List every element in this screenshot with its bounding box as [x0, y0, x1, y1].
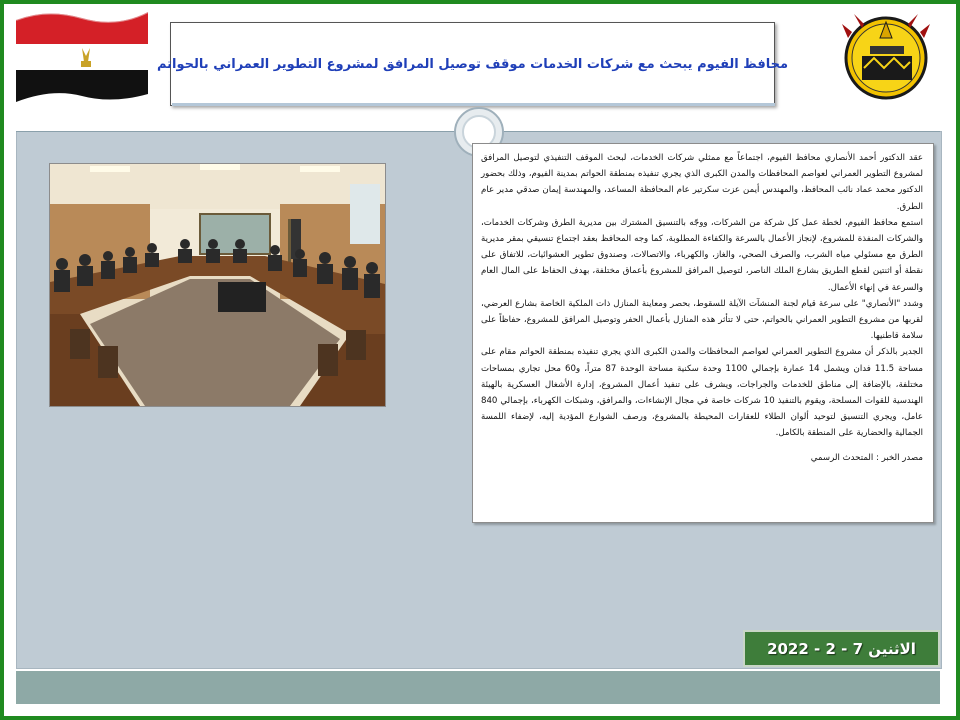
meeting-room-photo	[49, 163, 386, 407]
date-text: الاثنين 7 - 2 - 2022	[767, 639, 916, 658]
article-text-box	[472, 143, 934, 523]
article-paragraph: عقد الدكتور أحمد الأنصاري محافظ الفيوم، اجتماعاً مع ممثلي شركات الخدمات، لبحث الموقف التنفيذي لتوصيل المرافق لمشروع التطوير العمراني لعواصم المحافظات والمدن الكبرى الذي يجري تنفيذه بمنطقة الحواتم بمدينة الفيوم، وذلك بحضور الدكتور محمد عماد نائب المحافظ، والمهندس أيمن عزت سكرتير عام المحافظة المساعد، والمهندسة إيمان صدقي مدير عام الطرق.	[481, 153, 923, 212]
fayoum-governorate-emblem-icon	[834, 8, 942, 104]
article-paragraph: الجدير بالذكر أن مشروع التطوير العمراني لعواصم المحافظات والمدن الكبرى الذي يجري تنفيذه بمنطقة الحواتم مقام على مساحة 11.5 فدان ويشمل 14 عمارة بإجمالي 1100 وحدة سكنية مساحة الوحدة 87 متراً، و60 محل تجاري بمساحات مختلفة، بالإضافة إلى مناطق للخدمات والجراجات، ويشرف على تنفيذ أعمال المشروع، إدارة الأشغال العسكرية بالهيئة الهندسية للقوات المسلحة، ويقوم بالتنفيذ 10 شركات خاصة في مجال الإنشاءات، والمرافق، وشبكات الكهرباء، بإجمالي 840 عامل، ويجري التنسيق لتوحيد ألوان الطلاء للعقارات المحيطة بالمشروع، ورصف الشوارع المؤدية إليه، لإضفاء اللمسة الجمالية والحضارية على المنطقة بالكامل.	[481, 347, 923, 439]
article-paragraph: وشدد "الأنصاري" على سرعة قيام لجنة المنشآت الآيلة للسقوط، بحصر ومعاينة المنازل ذات الملكية الخاصة بشارع العرضي، لقربها من مشروع التطوير العمراني بالحواتم، حتى لا تتأثر هذه المنازل بأعمال الحفر وتوصيل المرافق للمشروع، حفاظاً على سلامة قاطنيها.	[481, 298, 923, 342]
footer-band	[16, 671, 940, 704]
article-source: مصدر الخبر : المتحدث الرسمي	[810, 452, 923, 463]
headline-title: محافظ الفيوم يبحث مع شركات الخدمات موقف توصيل المرافق لمشروع التطوير العمراني بالحواتم	[156, 56, 789, 72]
headline-underline	[172, 103, 775, 106]
egypt-flag-icon	[12, 8, 152, 106]
date-badge	[743, 630, 940, 667]
headline-box	[156, 22, 789, 106]
article-paragraph: استمع محافظ الفيوم، لخطة عمل كل شركة من الشركات، ووجّه بالتنسيق المشترك بين مديرية الطرق وشركات الخدمات، والشركات المنفذة للمشروع، لإنجاز الأعمال بالسرعة والكفاءة المطلوبة، كما وجه المحافظ بعقد اجتماع تنسيقي بمقر مديرية الطرق مع مسئولي مياه الشرب، والصرف الصحي، والغاز، والكهرباء، والاتصالات، وصندوق تطوير العشوائيات، للاتفاق على نقطة أو اثنتين لقطع الطريق بشارع الملك الناصر، لتوصيل المرافق للمشروع بأعماق مختلفة، بهدف الحفاظ على المال العام والسرعة في إنهاء الأعمال.	[481, 217, 923, 293]
